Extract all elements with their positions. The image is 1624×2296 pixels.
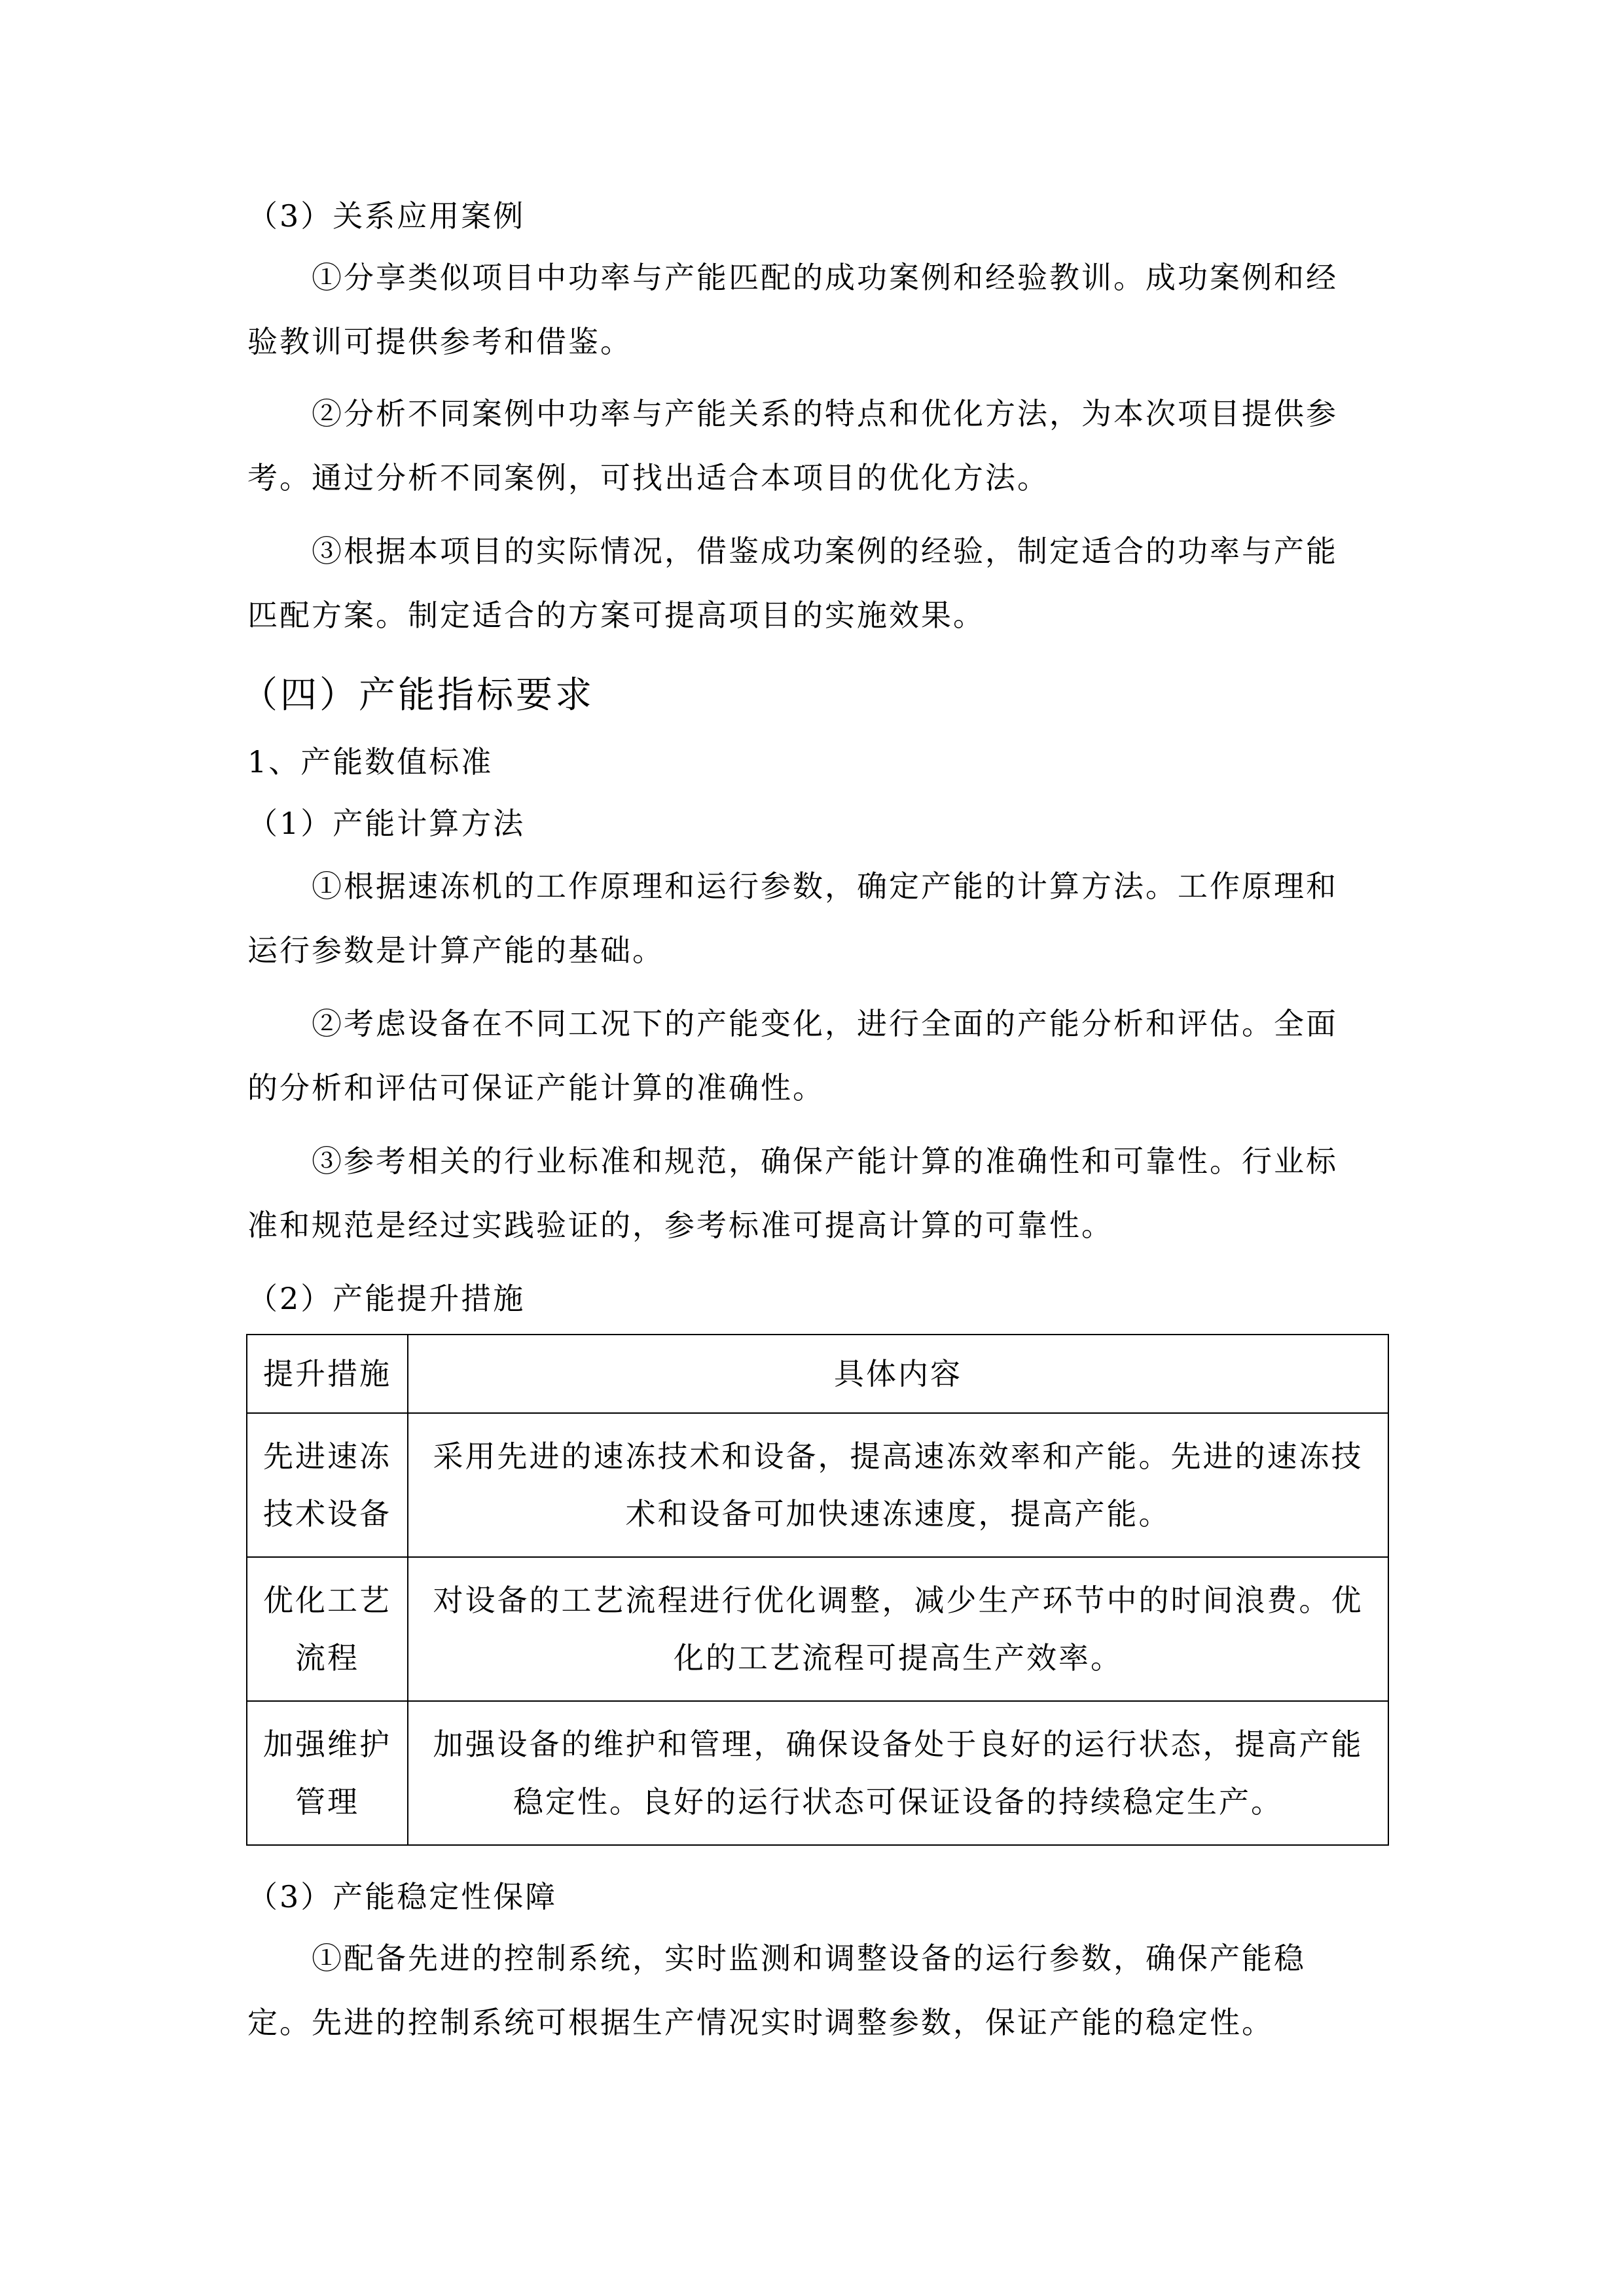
section-title-relationship-cases: （3）关系应用案例	[247, 198, 526, 234]
case-item-1-line-2: 验教训可提供参考和借鉴。	[247, 324, 632, 359]
table-row	[247, 1413, 1388, 1557]
calc-item-2-line-1: ②考虑设备在不同工况下的产能变化，进行全面的产能分析和评估。全面	[312, 1006, 1338, 1041]
measure-name-line-1: 优化工艺	[263, 1583, 391, 1618]
content-line-2: 化的工艺流程可提高生产效率。	[674, 1640, 1123, 1676]
stability-item-1-line-1: ①配备先进的控制系统，实时监测和调整设备的运行参数，确保产能稳	[312, 1941, 1306, 1976]
section-title-capacity-measures: （2）产能提升措施	[247, 1281, 526, 1316]
table-header-row	[247, 1335, 1388, 1413]
case-item-3-line-2: 匹配方案。制定适合的方案可提高项目的实施效果。	[247, 598, 985, 633]
subsection-title-capacity-standard: 1、产能数值标准	[247, 744, 494, 780]
measure-name-line-2: 管理	[295, 1784, 359, 1820]
stability-item-1-line-2: 定。先进的控制系统可根据生产情况实时调整参数，保证产能的稳定性。	[247, 2005, 1274, 2040]
content-line-2: 稳定性。良好的运行状态可保证设备的持续稳定生产。	[513, 1784, 1283, 1820]
table-cell-measure	[247, 1413, 408, 1557]
content-line-1: 对设备的工艺流程进行优化调整，减少生产环节中的时间浪费。优	[433, 1583, 1363, 1618]
table-cell-content	[408, 1557, 1388, 1701]
calc-item-1-line-2: 运行参数是计算产能的基础。	[247, 933, 664, 968]
content-line-1: 加强设备的维护和管理，确保设备处于良好的运行状态，提高产能	[433, 1727, 1363, 1762]
table-row	[247, 1701, 1388, 1845]
table-cell-content	[408, 1701, 1388, 1845]
content-line-1: 采用先进的速冻技术和设备，提高速冻效率和产能。先进的速冻技	[433, 1439, 1363, 1474]
case-item-2-line-2: 考。通过分析不同案例，可找出适合本项目的优化方法。	[247, 460, 1049, 495]
case-item-1-line-1: ①分享类似项目中功率与产能匹配的成功案例和经验教训。成功案例和经	[312, 260, 1338, 295]
chapter-heading: （四）产能指标要求	[241, 674, 594, 717]
table-header-content: 具体内容	[408, 1335, 1388, 1413]
section-title-capacity-stability: （3）产能稳定性保障	[247, 1879, 558, 1914]
calc-item-2-line-2: 的分析和评估可保证产能计算的准确性。	[247, 1070, 825, 1105]
content-line-2: 术和设备可加快速冻速度，提高产能。	[625, 1496, 1171, 1532]
table-cell-measure	[247, 1557, 408, 1701]
measure-name-line-2: 流程	[295, 1640, 359, 1676]
table-cell-measure	[247, 1701, 408, 1845]
calc-item-3-line-1: ③参考相关的行业标准和规范，确保产能计算的准确性和可靠性。行业标	[312, 1143, 1338, 1179]
calc-item-1-line-1: ①根据速冻机的工作原理和运行参数，确定产能的计算方法。工作原理和	[312, 869, 1338, 904]
table-cell-content	[408, 1413, 1388, 1557]
measure-name-line-2: 技术设备	[263, 1496, 391, 1532]
table-row	[247, 1557, 1388, 1701]
measure-name-line-1: 加强维护	[263, 1727, 391, 1762]
section-title-calculation-method: （1）产能计算方法	[247, 806, 526, 841]
calc-item-3-line-2: 准和规范是经过实践验证的，参考标准可提高计算的可靠性。	[247, 1208, 1113, 1243]
table-header-measure: 提升措施	[247, 1335, 408, 1413]
case-item-3-line-1: ③根据本项目的实际情况，借鉴成功案例的经验，制定适合的功率与产能	[312, 533, 1338, 569]
measure-name-line-1: 先进速冻	[263, 1439, 391, 1474]
case-item-2-line-1: ②分析不同案例中功率与产能关系的特点和优化方法，为本次项目提供参	[312, 396, 1338, 431]
capacity-measures-table	[246, 1334, 1389, 1846]
